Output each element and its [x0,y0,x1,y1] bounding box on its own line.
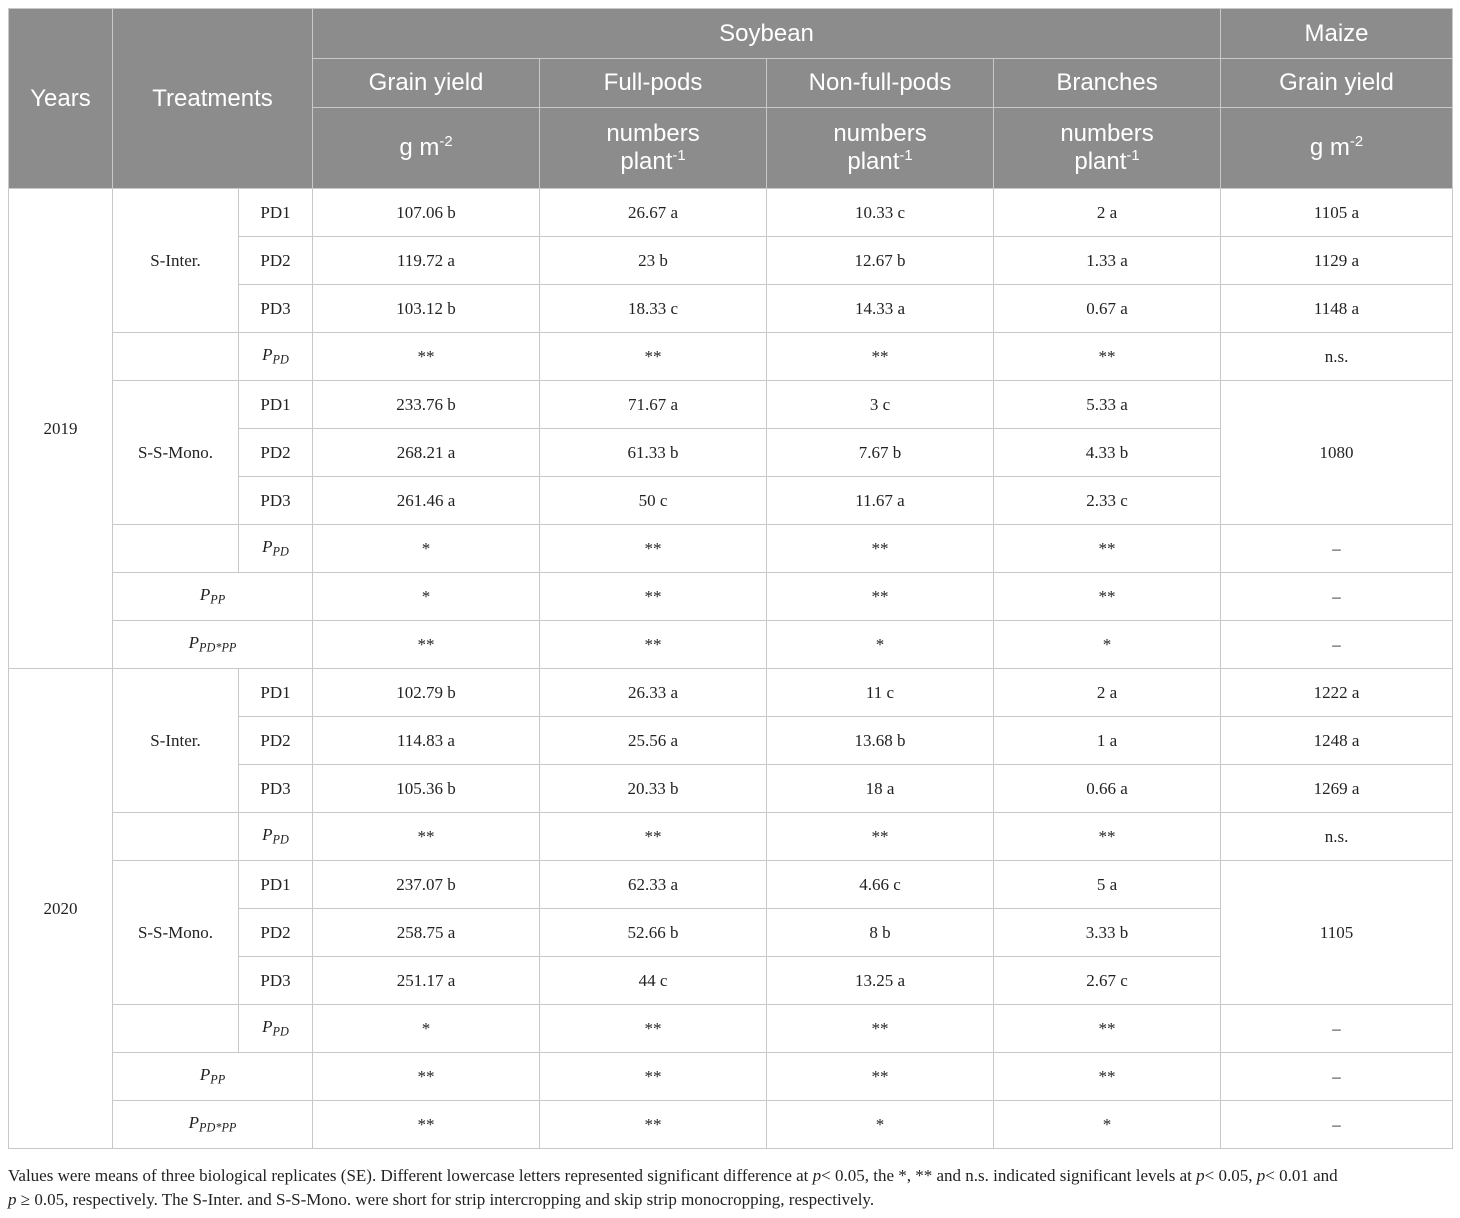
table-row [9,669,1453,717]
unit-non-full-pods: numbers plant$^{-1}$ [767,108,994,189]
pd-label: PD1 [239,381,313,429]
data-cell: 268.21 a [313,429,540,477]
pd-label: PD2 [239,717,313,765]
significance-cell: ** [540,1101,767,1149]
pd-label: PD1 [239,189,313,237]
header-col-branches: Branches [994,59,1221,108]
significance-cell: ** [540,333,767,381]
header-col-soy-grain-yield: Grain yield [313,59,540,108]
table-row [9,813,1453,861]
unit-maize-grain-yield: g $m^{-2}$ [1221,108,1453,189]
significance-cell: * [767,1101,994,1149]
data-cell: 107.06 b [313,189,540,237]
significance-cell: * [994,621,1221,669]
data-cell: 25.56 a [540,717,767,765]
pd-label: PD3 [239,285,313,333]
significance-cell: ** [994,525,1221,573]
data-cell: 62.33 a [540,861,767,909]
data-cell: 3 c [767,381,994,429]
data-cell: 18.33 c [540,285,767,333]
significance-cell: n.s. [1221,813,1453,861]
significance-cell: – [1221,525,1453,573]
significance-cell: * [313,525,540,573]
significance-cell: – [1221,573,1453,621]
significance-cell: ** [767,813,994,861]
significance-cell: ** [313,621,540,669]
table-body [9,189,1453,1149]
significance-cell: ** [313,813,540,861]
pd-label: PD3 [239,477,313,525]
unit-full-pods: numbers plant$^{-1}$ [540,108,767,189]
header-treatments: Treatments [113,9,313,189]
significance-cell: ** [313,333,540,381]
treatment-label: S-S-Mono. [113,861,239,1005]
data-cell: 12.67 b [767,237,994,285]
header-years: Years [9,9,113,189]
data-cell: 14.33 a [767,285,994,333]
pd-label: PD1 [239,669,313,717]
data-cell: 26.67 a [540,189,767,237]
data-cell: 102.79 b [313,669,540,717]
table-row [9,1005,1453,1053]
significance-cell: ** [313,1101,540,1149]
table-row [9,381,1453,429]
significance-cell: ** [767,573,994,621]
data-cell: 1248 a [1221,717,1453,765]
data-cell: 2 a [994,669,1221,717]
empty-cell [113,1005,239,1053]
pd-label: PD2 [239,909,313,957]
table-row [9,1101,1453,1149]
treatment-label: S-S-Mono. [113,381,239,525]
data-cell: 1129 a [1221,237,1453,285]
significance-cell: ** [540,573,767,621]
empty-cell [113,813,239,861]
data-cell: 23 b [540,237,767,285]
significance-cell: ** [313,1053,540,1101]
table-row [9,621,1453,669]
table-row [9,861,1453,909]
significance-cell: ** [994,813,1221,861]
p-pdpp-label: $P_{PD*PP}$ [113,1101,313,1149]
data-cell: 71.67 a [540,381,767,429]
pd-label: PD2 [239,237,313,285]
data-cell: 8 b [767,909,994,957]
data-cell: 4.33 b [994,429,1221,477]
p-pd-label: $P_{PD}$ [239,813,313,861]
header-maize: Maize [1221,9,1453,59]
data-cell: 44 c [540,957,767,1005]
data-cell: 114.83 a [313,717,540,765]
data-cell: 5 a [994,861,1221,909]
significance-cell: ** [540,525,767,573]
data-cell: 0.67 a [994,285,1221,333]
data-cell: 61.33 b [540,429,767,477]
header-soybean: Soybean [313,9,1221,59]
year-label: 2020 [9,669,113,1149]
significance-cell: ** [767,1005,994,1053]
empty-cell [113,333,239,381]
treatment-label: S-Inter. [113,189,239,333]
table-row [9,333,1453,381]
year-label: 2019 [9,189,113,669]
data-cell: 2 a [994,189,1221,237]
data-cell: 1269 a [1221,765,1453,813]
significance-cell: – [1221,1053,1453,1101]
p-pp-label: $P_{PP}$ [113,573,313,621]
data-cell: 2.67 c [994,957,1221,1005]
significance-cell: ** [540,1053,767,1101]
data-cell: 10.33 c [767,189,994,237]
data-cell: 233.76 b [313,381,540,429]
data-cell: 18 a [767,765,994,813]
data-cell: 119.72 a [313,237,540,285]
maize-yield-cell: 1105 [1221,861,1453,1005]
data-cell: 1.33 a [994,237,1221,285]
data-cell: 1148 a [1221,285,1453,333]
p-pdpp-label: $P_{PD*PP}$ [113,621,313,669]
table-row [9,573,1453,621]
header-col-full-pods: Full-pods [540,59,767,108]
significance-cell: ** [767,525,994,573]
significance-cell: * [994,1101,1221,1149]
data-cell: 7.67 b [767,429,994,477]
pd-label: PD2 [239,429,313,477]
significance-cell: ** [767,1053,994,1101]
significance-cell: ** [767,333,994,381]
data-cell: 11.67 a [767,477,994,525]
empty-cell [113,525,239,573]
data-cell: 13.68 b [767,717,994,765]
significance-cell: – [1221,1101,1453,1149]
unit-soy-grain-yield: g $m^{-2}$ [313,108,540,189]
data-cell: 1105 a [1221,189,1453,237]
significance-cell: – [1221,1005,1453,1053]
significance-cell: * [313,1005,540,1053]
data-cell: 103.12 b [313,285,540,333]
significance-cell: ** [994,1005,1221,1053]
data-cell: 3.33 b [994,909,1221,957]
data-cell: 52.66 b [540,909,767,957]
pd-label: PD1 [239,861,313,909]
data-cell: 258.75 a [313,909,540,957]
data-cell: 13.25 a [767,957,994,1005]
p-pd-label: $P_{PD}$ [239,525,313,573]
significance-cell: * [313,573,540,621]
significance-cell: ** [994,573,1221,621]
significance-cell: – [1221,621,1453,669]
significance-cell: ** [540,813,767,861]
data-cell: 0.66 a [994,765,1221,813]
significance-cell: * [767,621,994,669]
table-row [9,1053,1453,1101]
significance-cell: ** [994,1053,1221,1101]
data-cell: 237.07 b [313,861,540,909]
yield-table [8,8,1453,1149]
significance-cell: n.s. [1221,333,1453,381]
data-cell: 50 c [540,477,767,525]
data-cell: 261.46 a [313,477,540,525]
data-cell: 4.66 c [767,861,994,909]
data-cell: 1222 a [1221,669,1453,717]
data-cell: 251.17 a [313,957,540,1005]
table-row [9,189,1453,237]
data-cell: 1 a [994,717,1221,765]
p-pd-label: $P_{PD}$ [239,1005,313,1053]
table-row [9,525,1453,573]
footnote: Values were means of three biological replicates (SE). Different lowercase letters represented significant difference at p< 0.05, the *, ** and n.s. indicated significant levels at p< 0.05, p< 0.01 and p ≥ 0.05, respectively. The S-Inter. and S-S-Mono. were short for strip intercropping and skip strip monocropping, respectively. [8,1166,1338,1209]
pd-label: PD3 [239,957,313,1005]
p-pp-label: $P_{PP}$ [113,1053,313,1101]
data-cell: 26.33 a [540,669,767,717]
pd-label: PD3 [239,765,313,813]
significance-cell: ** [540,1005,767,1053]
data-cell: 105.36 b [313,765,540,813]
treatment-label: S-Inter. [113,669,239,813]
significance-cell: ** [540,621,767,669]
header-col-non-full-pods: Non-full-pods [767,59,994,108]
significance-cell: ** [994,333,1221,381]
p-pd-label: $P_{PD}$ [239,333,313,381]
data-cell: 20.33 b [540,765,767,813]
unit-branches: numbers plant$^{-1}$ [994,108,1221,189]
data-cell: 5.33 a [994,381,1221,429]
data-cell: 2.33 c [994,477,1221,525]
data-cell: 11 c [767,669,994,717]
maize-yield-cell: 1080 [1221,381,1453,525]
header-col-maize-grain-yield: Grain yield [1221,59,1453,108]
